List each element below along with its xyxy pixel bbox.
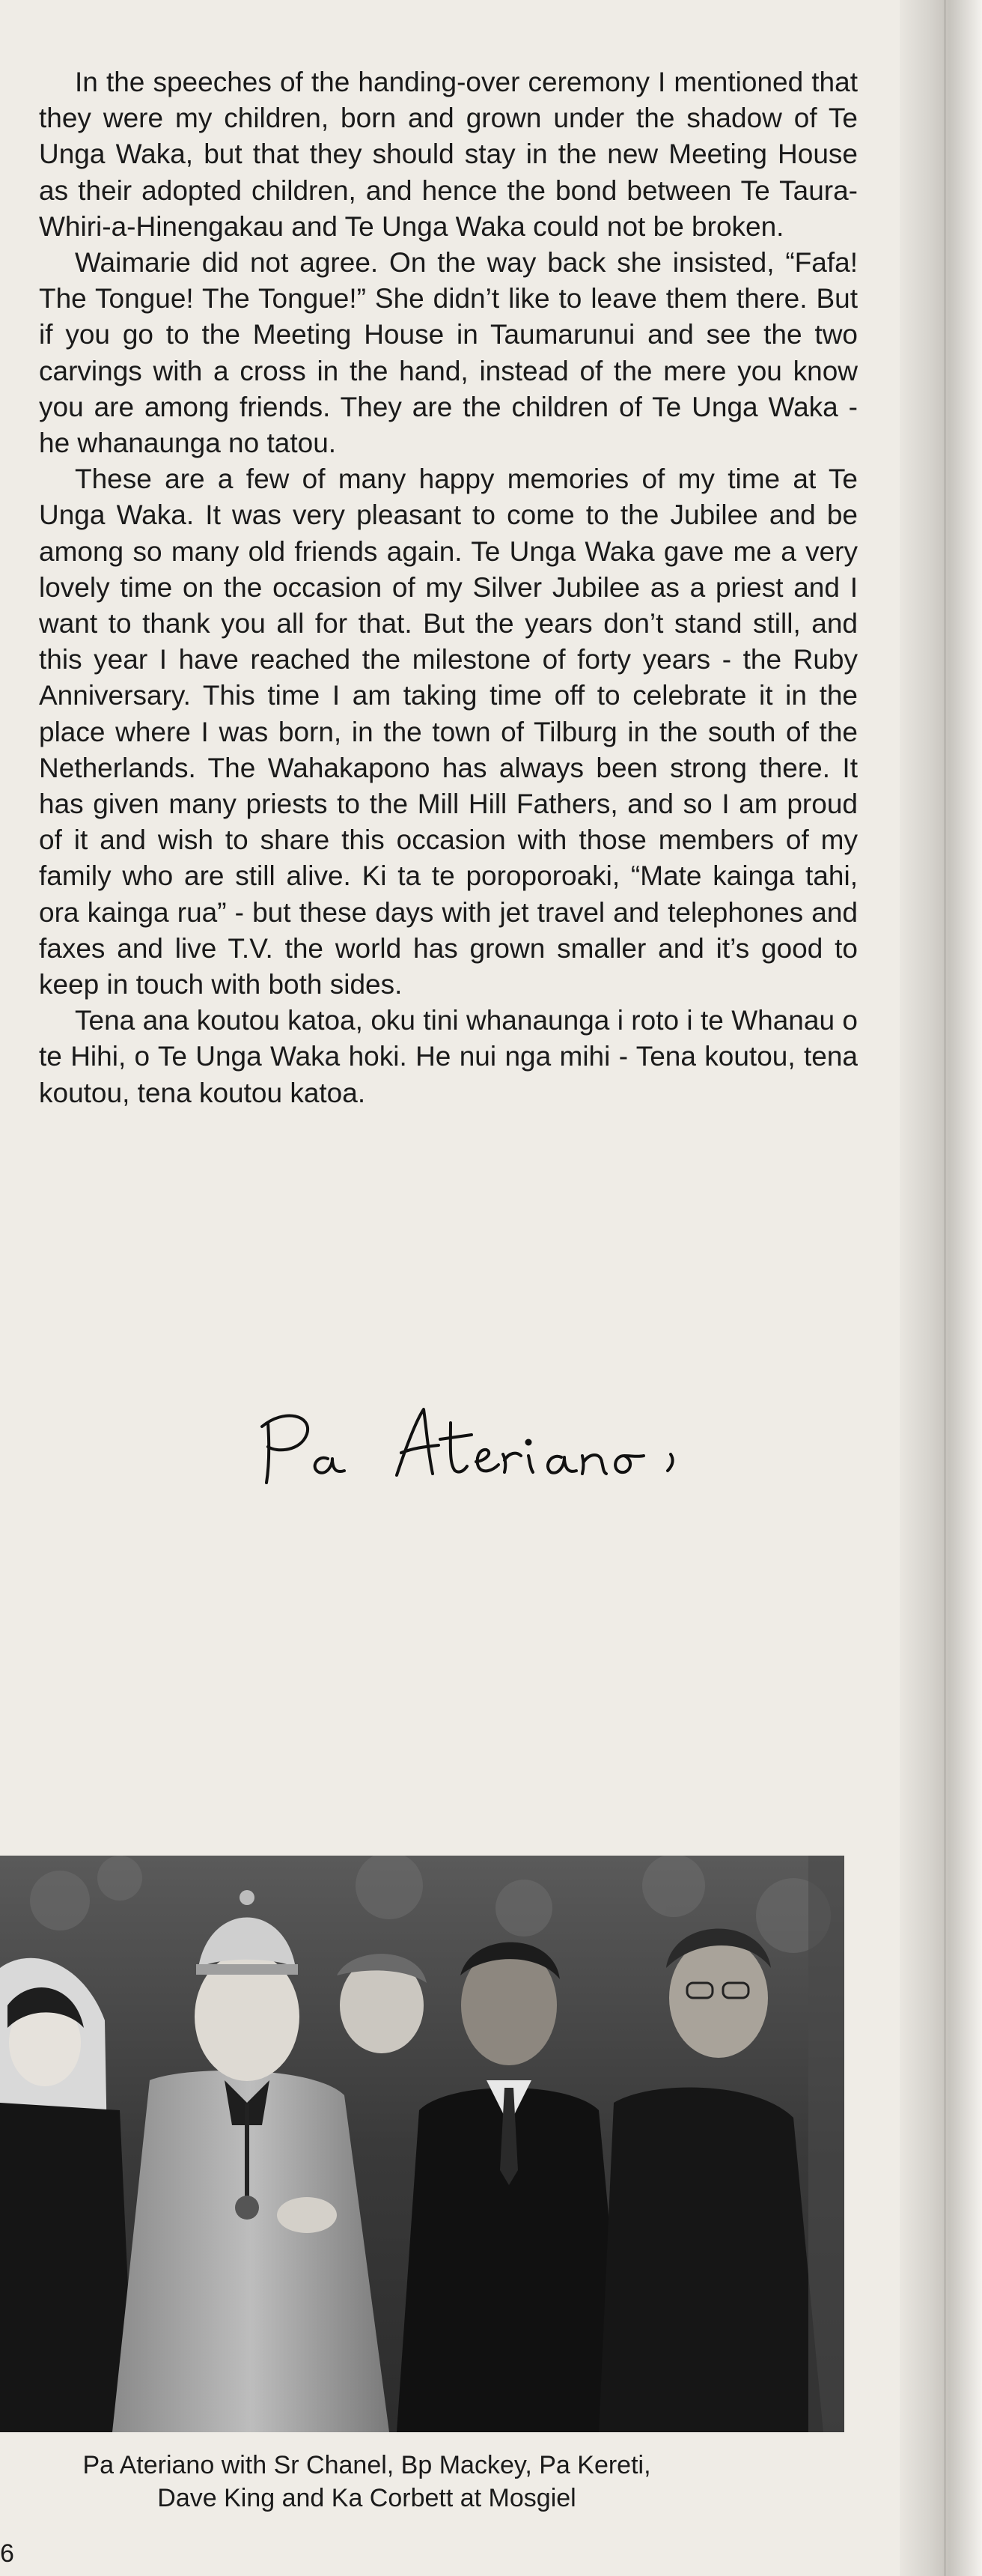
photo-caption — [0, 2449, 734, 2515]
paragraph-1: In the speeches of the handing-over ceremony I mentioned that they were my children, born and grown under the shadow of Te Unga Waka, but that they should stay in the new Meeting House as their adopted children, and hence the bond between Te Taura-Whiri-a-Hinengakau and Te Unga Waka could not be broken. — [39, 67, 858, 242]
page-fold-line — [944, 0, 946, 2576]
group-photo — [0, 1856, 844, 2432]
group-photo-icon — [0, 1856, 844, 2432]
caption-line-2: Dave King and Ka Corbett at Mosgiel — [157, 2484, 576, 2512]
paragraph-3: These are a few of many happy memories of my time at Te Unga Waka. It was very pleasant to come to the Jubilee and be among so many old friends again. Te Unga Waka gave me a very lovely time on the occasion of my Silver Jubilee as a priest and I want to thank you all for that. But the years don’t stand still, and this year I have reached the milestone of forty years - the Ruby Anniversary. This time I am taking time off to celebrate it in the place where I was born, in the town of Tilburg in the south of the Netherlands. The Wahakapono has always been strong there. It has given many priests to the Mill Hill Fathers, and so I am proud of it and wish to share this occasion with those members of my family who are still alive. Ki ta te poroporoaki, “Mate kainga tahi, ora kainga rua” - but these days with jet travel and telephones and faxes and live T.V. the world has grown smaller and it’s good to keep in touch with both sides. — [39, 464, 858, 1000]
paragraph-2: Waimarie did not agree. On the way back she insisted, “Fafa! The Tongue! The Tongue!” She didn’t like to leave them there. But if you go to the Meeting House in Taumarunui and see the two carvings with a cross in the hand, instead of the mere you know you are among friends. They are the children of Te Unga Waka - he whanaunga no tatou. — [39, 247, 858, 459]
article-body — [39, 64, 858, 1111]
caption-line-1: Pa Ateriano with Sr Chanel, Bp Mackey, Pa Kereti, — [82, 2451, 651, 2479]
handwritten-signature — [254, 1393, 719, 1490]
page-number: 6 — [0, 2539, 14, 2568]
paragraph-4: Tena ana koutou katoa, oku tini whanaunga i roto i te Whanau o te Hihi, o Te Unga Waka hoki. He nui nga mihi - Tena koutou, tena koutou, tena koutou katoa. — [39, 1005, 858, 1108]
page-binding-edge — [900, 0, 982, 2576]
